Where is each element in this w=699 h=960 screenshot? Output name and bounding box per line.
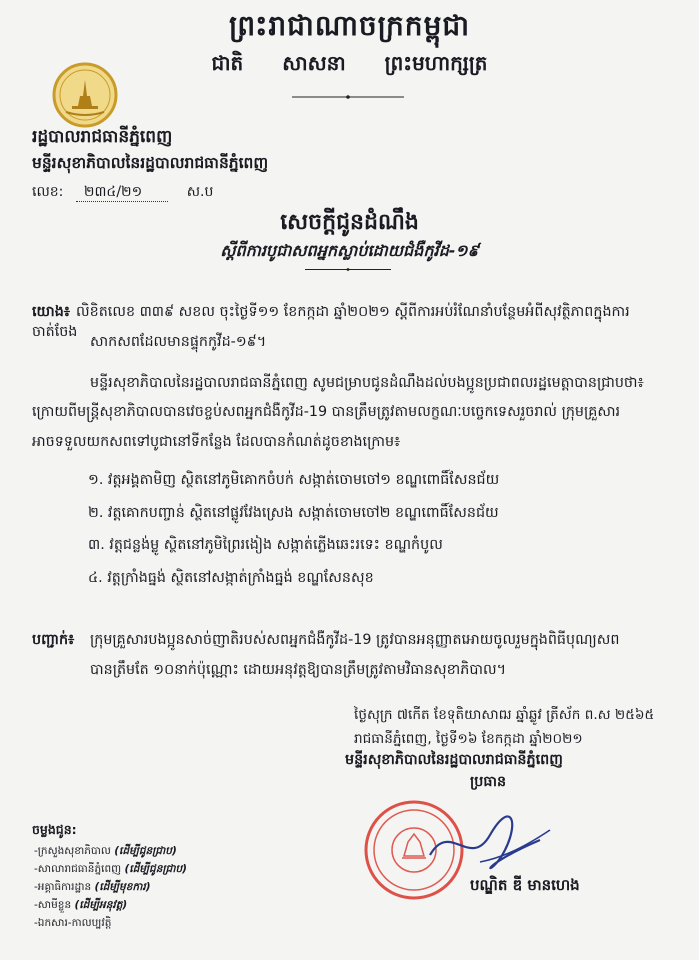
pagoda-list-item: ១. វត្តអង្គតាមិញ ស្ថិតនៅភូមិគោកចំបក់ សង្កាត់ចោមចៅ១ ខណ្ឌពោធិ៍សែនជ័យ <box>88 472 500 488</box>
notice-subject: ស្តីពីការបូជាសពអ្នកស្លាប់ដោយជំងឺកូវីដ-១៩ <box>220 241 479 260</box>
cc-item: -សាលារាជធានីភ្នំពេញ (ដើម្បីជូនជ្រាប) <box>34 863 187 875</box>
cc-item: -ឯកសារ-កាលប្បវត្តិ <box>34 917 112 929</box>
cc-heading: ចម្លងជូន: <box>32 822 77 837</box>
notice-title: សេចក្តីជូនដំណឹង <box>280 210 419 235</box>
body-paragraph-line-3: អាចទទួលយកសពទៅបូជានៅទីកន្លែង ដែលបានកំណត់ដូចខាងក្រោម៖ <box>32 434 401 450</box>
motto-nation: ជាតិ <box>211 51 244 75</box>
conclusion-line-2: បានត្រឹមតែ ១០នាក់ប៉ុណ្ណោះ ដោយអនុវត្តឱ្យបានត្រឹមត្រូវតាមវិធានសុខាភិបាល។ <box>90 662 507 678</box>
conclusion-label: បញ្ជាក់៖ <box>32 632 75 648</box>
kingdom-title: ព្រះរាជាណាចក្រកម្ពុជា <box>228 9 470 42</box>
org-name-city: រដ្ឋបាលរាជធានីភ្នំពេញ <box>32 127 173 147</box>
signer-name: បណ្ឌិត ឌី មានហេង <box>470 876 580 894</box>
municipal-emblem-icon <box>52 62 118 128</box>
ref-suffix: ស.ប <box>186 184 214 200</box>
motto-king: ព្រះមហាក្សត្រ <box>384 51 488 75</box>
reference-number <box>32 182 213 203</box>
cc-item: -សាមីខ្លួន (ដើម្បីអនុវត្ត) <box>34 899 128 911</box>
reference-text-2: សាកសពដែលមានផ្ទុកកូវីដ-១៩។ <box>90 334 267 350</box>
title-divider <box>305 268 391 271</box>
signing-org: មន្ទីរសុខាភិបាលនៃរដ្ឋបាលរាជធានីភ្នំពេញ <box>345 752 563 768</box>
cc-item: -ក្រសួងសុខាភិបាល (ដើម្បីជូនជ្រាប) <box>34 845 177 857</box>
motto-religion: សាសនា <box>282 51 346 75</box>
org-name-department: មន្ទីរសុខាភិបាលនៃរដ្ឋបាលរាជធានីភ្នំពេញ <box>32 154 269 172</box>
pagoda-list-item: ២. វត្តគោកបញ្ចាន់ ស្ថិតនៅផ្លូវវែងស្រេង សង្កាត់ចោមចៅ២ ខណ្ឌពោធិ៍សែនជ័យ <box>88 505 499 521</box>
pagoda-list-item: ៣. វត្តជន្លង់ម្លូ ស្ថិតនៅភូមិព្រៃរងៀង សង្កាត់ភ្លើងឆេះរទេះ ខណ្ឌកំបូល <box>88 537 443 553</box>
cc-item: -អគ្គាធិការដ្ឋាន (ដើម្បីមុខការ) <box>34 881 151 893</box>
conclusion-line-1: ក្រុមគ្រួសារបងប្អូនសាច់ញាតិរបស់សពអ្នកជំងឺកូវីដ-19 ត្រូវបានអនុញ្ញាតអោយចូលរួមក្នុងពិធីបុណ្យសព <box>90 632 620 648</box>
header-divider <box>292 95 404 99</box>
reference-label: យោង៖ <box>32 304 71 320</box>
signer-title: ប្រធាន <box>470 774 507 790</box>
reference-text-1: លិខិតលេខ ៣៣៩ សខល ចុះថ្ងៃទី១១ ខែកក្កដា ឆ្នាំ២០២១ ស្តីពីការអប់រំណែនាំបន្ថែមអំពីសុវត្ថិភាពក្នុងការចាត់ចែង <box>32 304 630 340</box>
body-paragraph-line-1: មន្ទីរសុខាភិបាលនៃរដ្ឋបាលរាជធានីភ្នំពេញ សូមជម្រាបជូនដំណឹងដល់បងប្អូនប្រជាពលរដ្ឋមេត្តាបានជ្រាបថា៖ <box>90 375 644 391</box>
handwritten-signature-icon <box>410 800 560 880</box>
ref-number-value: ២៣៤/២១ <box>76 184 168 202</box>
body-paragraph-line-2: ក្រោយពីមន្ត្រីសុខាភិបាលបានវេចខ្ចប់សពអ្នកជំងឺកូវីដ-19 បានត្រឹមត្រូវតាមលក្ខណៈបច្ចេកទេសរួចរាល់ ក្រុមគ្រួសារ <box>32 404 621 420</box>
date-solar: រាជធានីភ្នំពេញ, ថ្ងៃទី១៦ ខែកក្កដា ឆ្នាំ២០២១ <box>354 731 583 747</box>
ref-label: លេខ: <box>32 184 64 200</box>
pagoda-list-item: ៤. វត្តក្រាំងធ្នង់ ស្ថិតនៅសង្កាត់ក្រាំងធ្នង់ ខណ្ឌសែនសុខ <box>88 570 374 586</box>
date-lunar: ថ្ងៃសុក្រ ៧កើត ខែទុតិយាសាឍ ឆ្នាំឆ្លូវ ត្រីស័ក ព.ស ២៥៦៥ <box>354 707 655 723</box>
